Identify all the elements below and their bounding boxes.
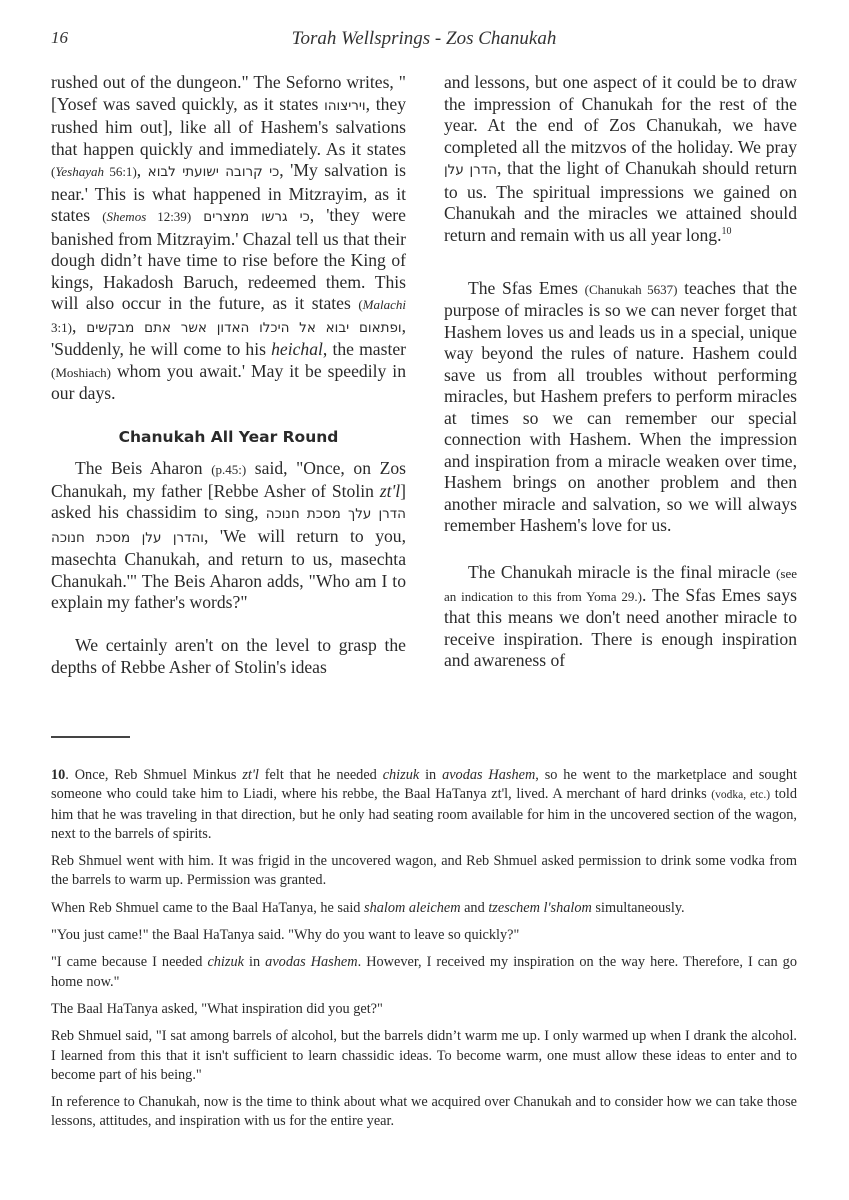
footnote-paragraph: "You just came!" the Baal HaTanya said. "Why do you want to leave so quickly?" (51, 927, 520, 944)
footnote-reference[interactable]: 10 (721, 225, 732, 237)
citation: (Chanukah 5637) (584, 281, 678, 297)
citation: (Yeshayah 56:1) (51, 164, 137, 179)
right-column (444, 72, 797, 672)
paragraph-certainly: We certainly aren't on the level to grasp the depths of Rebbe Asher of Stolin's ideas (51, 635, 406, 677)
footnote-paragraph: When Reb Shmuel came to the Baal HaTanya, he said shalom aleichem and tzeschem l'shalom simultaneously. (51, 899, 685, 916)
footnote-10: 10. Once, Reb Shmuel Minkus zt'l felt that he needed chizuk in avodas Hashem, so he went to the marketplace and sought someone who could take him to Liadi, where his rebbe, the Baal HaTanya zt'l, lived. A merchant of hard drinks (vodka, etc.) told him that he was traveling in that direction, but he only had seating room available for him in the uncovered section of the wagon, next to the barrels of spirits. (51, 767, 797, 842)
hebrew-text: כי גרשו ממצרים (203, 209, 310, 225)
left-column (51, 72, 406, 678)
footnote-paragraph: The Baal HaTanya asked, "What inspiration did you get?" (51, 1000, 383, 1017)
citation: (Malachi 3:1) (51, 297, 406, 335)
footnote-paragraph: In reference to Chanukah, now is the time to think about what we acquired over Chanukah and to consider how we can take those lessons, attitudes, and inspiration with us for the entire year. (51, 1094, 797, 1130)
citation: (p.45:) (211, 462, 247, 477)
footnote-paragraph: Reb Shmuel said, "I sat among barrels of alcohol, but the barrels didn’t warm me up. I only warmed up when I drank the alcohol. I learned from this that it isn't sufficient to learn chassidic ideas. To become warm, one must allow these ideas to enter and to become part of his being." (51, 1028, 797, 1083)
paragraph-seforno: rushed out of the dungeon." The Seforno writes, "[Yosef was saved quickly, as it states ויריצוהו, they rushed him out], like all of Hashem's salvations that happen quickly and immediately. As it states (Yeshayah 56:1), כי קרובה ישועתי לבוא, 'My salvation is near.' This is what happened in Mitzrayim, as it states (Shemos 12:39) כי גרשו ממצרים, 'they were banished from Mitzrayim.' Chazal tell us that their dough didn’t have time to rise before the King of kings, Hakadosh Baruch, redeemed them. This will also occur in the future, as it states (Malachi 3:1), ופתאום יבוא אל היכלו האדון אשר אתם מבקשים, 'Suddenly, he will come to his heichal, the master (Moshiach) whom you await.' May it be speedily in our days. (51, 72, 406, 403)
footnote-paragraph: Reb Shmuel went with him. It was frigid in the uncovered wagon, and Reb Shmuel asked permission to drink some vodka from the barrels to warm up. Permission was granted. (51, 853, 797, 889)
paragraph-sfas-emes: The Sfas Emes (Chanukah 5637) teaches that the purpose of miracles is so we can never forget that Hashem loves us and leads us in a special, unique way beyond the rules of nature. Hashem could save us from all troubles without performing miracles, but Hashem prefers to perform miracles at times so we can remember our special connection with Hashem. When the impression and inspiration from a miracle weaken over time, Hashem brings on another problem and then another miracle and salvation, so we will always remember Hashem's love for us. (444, 277, 798, 535)
footnote-divider (51, 736, 130, 738)
running-title: Torah Wellsprings - Zos Chanukah (291, 28, 557, 49)
page-number: 16 (51, 28, 68, 47)
hebrew-text: הדרן עלך מסכת חנוכה והדרן עלן מסכת חנוכה (51, 506, 406, 546)
citation: (see an indication to this from Yoma 29.) (444, 566, 797, 604)
hebrew-text: ויריצוהו (324, 97, 366, 114)
hebrew-text: ופתאום יבוא אל היכלו האדון אשר אתם מבקשים (86, 319, 402, 336)
paragraph-final-miracle: The Chanukah miracle is the final miracle (see an indication to this from Yoma 29.). The Sfas Emes says that this means we don't need another miracle to receive inspiration. There is enough inspiration and awareness of (444, 562, 797, 670)
footnote-number: 10 (51, 767, 66, 783)
section-heading: Chanukah All Year Round (118, 427, 339, 446)
citation: (Shemos 12:39) (102, 209, 192, 224)
footnotes-section (51, 766, 797, 1140)
paragraph-lessons: and lessons, but one aspect of it could be to draw the impression of Chanukah for the rest of the year. At the end of Zos Chanukah, we have completed all the mitzvos of the holiday. We pray הדרן עלן, that the light of Chanukah should return to us. The spiritual impressions we gained on Chanukah and the miracles we attained should return and remain with us all year long.$^{10}$ (444, 72, 797, 245)
page-header (51, 28, 797, 58)
hebrew-text: כי קרובה ישועתי לבוא (147, 164, 280, 180)
footnote-paragraph: "I came because I needed chizuk in avodas Hashem. However, I received my inspiration on the way here. Therefore, I can go home now." (51, 954, 797, 990)
hebrew-text: הדרן עלן (444, 162, 497, 178)
paragraph-beis-aharon: The Beis Aharon (p.45:) said, "Once, on Zos Chanukah, my father [Rebbe Asher of Stolin zt'l] asked his chassidim to sing, הדרן עלך מסכת חנוכה והדרן עלן מסכת חנוכה, 'We will return to you, masechta Chanukah, and return to us, masechta Chanukah.'" The Beis Aharon adds, "Who am I to explain my father's words?" (51, 458, 406, 612)
